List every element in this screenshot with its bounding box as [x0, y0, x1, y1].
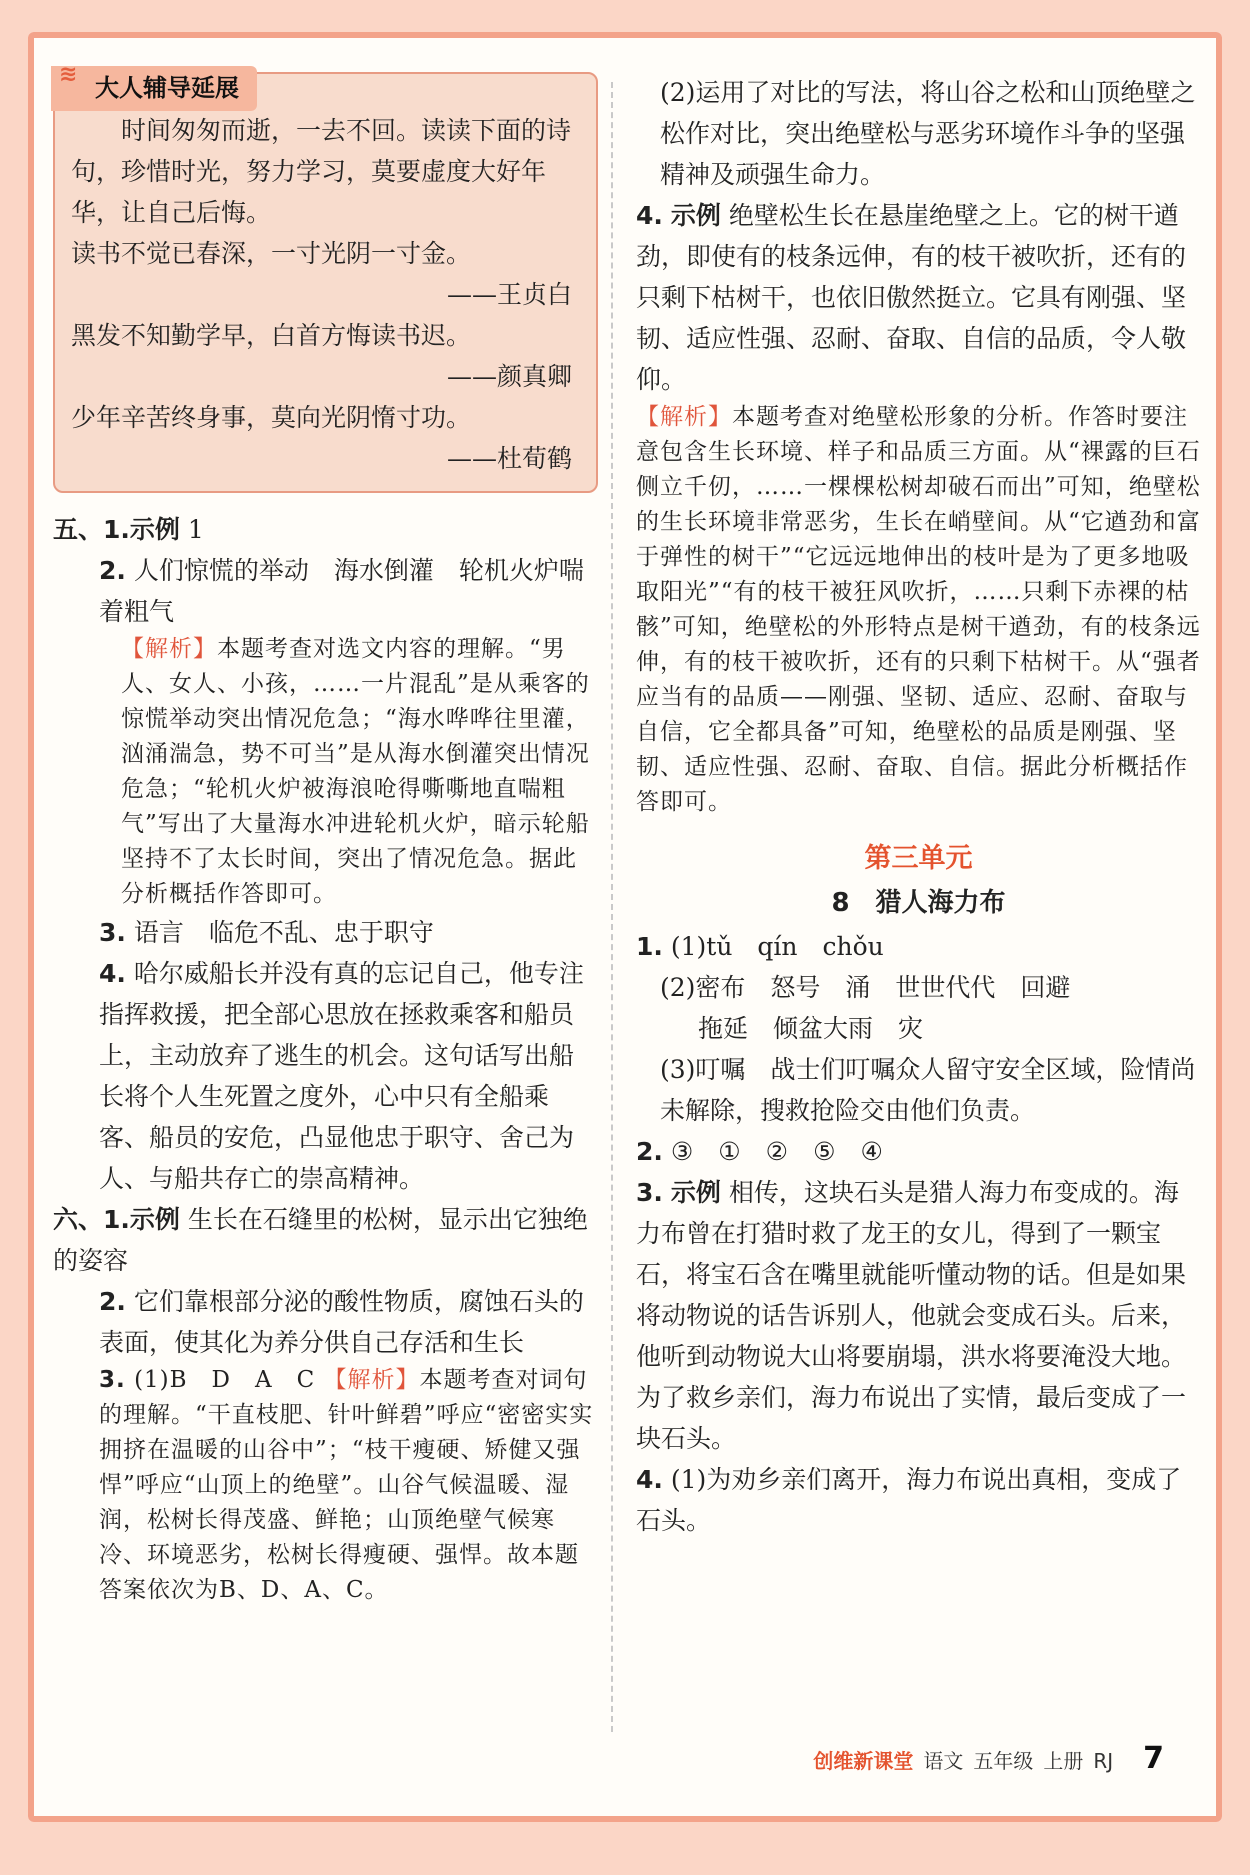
poem-line: 读书不觉已春深，一寸光阴一寸金。 [71, 239, 472, 268]
analysis-6-4: 【解析】本题考查对绝壁松形象的分析。作答时要注意包含生长环境、样子和品质三方面。从“裸露的巨石侧立千仞，……一棵棵松树却破石而出”可知，绝壁松的生长环境非常恶劣，生长在峭壁间。从“它遒劲和富于弹性的树干”“它远远地伸出的枝叶是为了更多地吸取阳光”“有的枝干被狂风吹折，……只剩下赤裸的枯骸”可知，绝壁松的外形特点是树干遒劲，有的枝条远伸，有的枝干被吹折，还有的只剩下枯树干。从“强者应当有的品质——刚强、坚韧、适应、忍耐、奋取与自信，它全都具备”可知，绝壁松的品质是刚强、坚韧、适应性强、忍耐、奋取、自信。据此分析概括作答即可。 [636, 404, 1201, 815]
answer-6-1: 六、1.示例 生长在石缝里的松树，显示出它独绝的姿容 [53, 1205, 588, 1275]
tip-intro: 时间匆匆而逝，一去不回。读读下面的诗句，珍惜时光，努力学习，莫要虚度大好年华，让自己后悔。 [71, 116, 572, 227]
waves-icon: ≋ [59, 62, 76, 87]
poem-author: ——颜真卿 [446, 362, 572, 391]
footer-subject: 语文 [923, 1749, 964, 1773]
unit-title: 第三单元 [864, 843, 973, 874]
poem-author: ——王贞白 [446, 280, 572, 309]
tip-title [51, 62, 257, 111]
analysis-5-2: 【解析】本题考查对选文内容的理解。“男人、女人、小孩，……一片混乱”是从乘客的惊慌举动突出情况危急；“海水哗哗往里灌，汹涌湍急，势不可当”是从海水倒灌突出情况危急；“轮机火炉被海浪呛得嘶嘶地直喘粗气”写出了大量海水冲进轮机火炉，暗示轮船坚持不了太长时间，突出了情况危急。据此分析概括作答即可。 [121, 636, 590, 907]
lesson-title: 8 猎人海力布 [831, 888, 1006, 918]
answer-l8-4: 4. (1)为劝乡亲们离开，海力布说出真相，变成了石头。 [636, 1465, 1182, 1535]
answer-6-3-2: (2)运用了对比的写法，将山谷之松和山顶绝壁之松作对比，突出绝壁松与恶劣环境作斗争的坚强精神及顽强生命力。 [660, 78, 1196, 189]
poem-line: 少年辛苦终身事，莫向光阴惰寸功。 [71, 403, 472, 432]
footer-edition: RJ [1093, 1749, 1114, 1773]
answer-6-3: 3. (1)B D A C 【解析】本题考查对词句的理解。“干直枝肥、针叶鲜碧”呼应“密密实实拥挤在温暖的山谷中”；“枝干瘦硬、矫健又强悍”呼应“山顶上的绝壁”。山谷气候温暖、湿润，松树长得茂盛、鲜艳；山顶绝壁气候寒冷、环境恶劣，松树长得瘦硬、强悍。故本题答案依次为B、D、A、C。 [99, 1367, 594, 1603]
answer-l8-1-2a: (2)密布 怒号 涌 世世代代 回避 [660, 973, 1071, 1002]
answer-sheet [28, 32, 1222, 1822]
answer-l8-3: 3. 示例 相传，这块石头是猎人海力布变成的。海力布曾在打猎时救了龙王的女儿，得到了一颗宝石，将宝石含在嘴里就能听懂动物的话。但是如果将动物说的话告诉别人，他就会变成石头。后来，他听到动物说大山将要崩塌，洪水将要淹没大地。为了救乡亲们，海力布说出了实情，最后变成了一块石头。 [636, 1178, 1187, 1453]
answer-5-2: 2. 人们惊慌的举动 海水倒灌 轮机火炉喘着粗气 [99, 556, 584, 626]
answer-l8-2: 2. ③ ① ② ⑤ ④ [636, 1137, 883, 1166]
answer-5-1: 五、1.示例 1 [53, 515, 204, 544]
tip-box [53, 62, 598, 493]
left-column [53, 62, 598, 1608]
page-footer [813, 1741, 1164, 1776]
footer-term: 上册 [1043, 1749, 1084, 1773]
footer-grade: 五年级 [973, 1749, 1034, 1773]
answer-5-4: 4. 哈尔威船长并没有真的忘记自己，他专注指挥救援，把全部心思放在拯救乘客和船员上，主动放弃了逃生的机会。这句话写出船长将个人生死置之度外，心中只有全船乘客、船员的安危，凸显他忠于职守、舍己为人、与船共存亡的崇高精神。 [99, 959, 584, 1193]
page-number: 7 [1143, 1741, 1164, 1776]
answer-l8-1-3: (3)叮嘱 战士们叮嘱众人留守安全区域，险情尚未解除，搜救抢险交由他们负责。 [660, 1055, 1196, 1125]
answer-l8-1-1: 1. (1)tǔ qín chǒu [636, 932, 884, 961]
answer-6-2: 2. 它们靠根部分泌的酸性物质，腐蚀石头的表面，使其化为养分供自己存活和生长 [99, 1287, 584, 1357]
tip-title-text: 大人辅导延展 [95, 74, 239, 102]
brand-name: 创维新课堂 [813, 1749, 914, 1773]
answer-6-4: 4. 示例 绝壁松生长在悬崖绝壁之上。它的树干遒劲，即使有的枝条远伸，有的枝干被吹折，还有的只剩下枯树干，也依旧傲然挺立。它具有刚强、坚韧、适应性强、忍耐、奋取、自信的品质，令人敬仰。 [636, 201, 1187, 394]
poem-author: ——杜荀鹤 [446, 444, 572, 473]
answer-5-3: 3. 语言 临危不乱、忠于职守 [99, 918, 434, 947]
answer-l8-1-2b: 拖延 倾盆大雨 灾 [698, 1014, 924, 1043]
column-divider [611, 82, 613, 1732]
right-column [636, 72, 1201, 1541]
poem-line: 黑发不知勤学早，白首方悔读书迟。 [71, 321, 472, 350]
